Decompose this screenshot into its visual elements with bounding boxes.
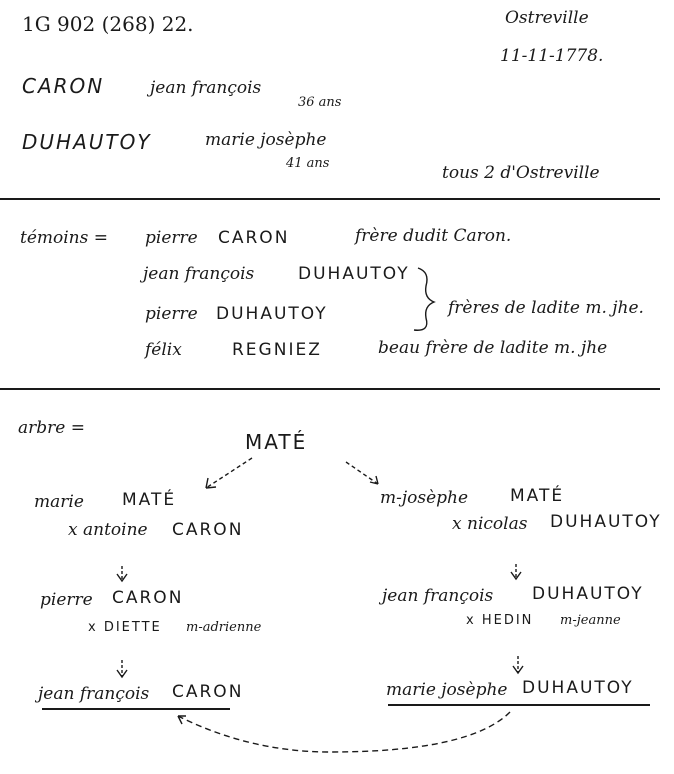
left-gen1-spouse-surname: CARON xyxy=(172,520,244,540)
marriage-date: 11-11-1778. xyxy=(500,46,604,66)
witness-2-surname: DUHAUTOY xyxy=(298,264,410,284)
groom-age: 36 ans xyxy=(298,95,342,110)
left-gen1-given: marie xyxy=(34,492,84,512)
right-gen2-given: jean françois xyxy=(382,586,494,606)
arrow-root-left xyxy=(206,458,252,488)
right-gen1-spouse-surname: DUHAUTOY xyxy=(550,512,662,532)
tree-label: arbre = xyxy=(18,418,85,438)
right-gen3-given: marie josèphe xyxy=(386,680,508,700)
witness-3-surname: DUHAUTOY xyxy=(216,304,328,324)
left-gen1-spouse-given: x antoine xyxy=(68,520,148,540)
place-name: Ostreville xyxy=(505,8,589,28)
bride-age: 41 ans xyxy=(286,156,330,171)
left-gen3-given: jean françois xyxy=(38,684,150,704)
witness-brace xyxy=(414,268,434,330)
right-gen1-given: m-josèphe xyxy=(380,488,469,508)
bride-surname: DUHAUTOY xyxy=(22,130,152,154)
left-gen2-spouse-surname: x DIETTE xyxy=(88,620,162,635)
witness-4-given: félix xyxy=(145,340,182,360)
right-gen2-surname: DUHAUTOY xyxy=(532,584,644,604)
left-gen1-surname: MATÉ xyxy=(122,490,177,510)
tree-root-ancestor: MATÉ xyxy=(245,430,308,454)
right-gen2-spouse-surname: x HEDIN xyxy=(466,613,534,628)
left-gen3-surname: CARON xyxy=(172,682,244,702)
witness-1-given: pierre xyxy=(145,228,198,248)
left-gen2-spouse-given: m-adrienne xyxy=(186,620,262,635)
right-gen2-spouse-given: m-jeanne xyxy=(560,613,621,628)
arrow-root-right xyxy=(346,462,378,484)
left-gen2-surname: CARON xyxy=(112,588,184,608)
archive-reference: 1G 902 (268) 22. xyxy=(22,12,194,36)
witness-2-3-relation: frères de ladite m. jhe. xyxy=(448,298,644,318)
right-gen1-surname: MATÉ xyxy=(510,486,565,506)
groom-given-name: jean françois xyxy=(150,78,262,98)
left-gen2-given: pierre xyxy=(40,590,93,610)
right-gen3-surname: DUHAUTOY xyxy=(522,678,634,698)
witness-1-relation: frère dudit Caron. xyxy=(355,226,512,246)
witness-2-given: jean françois xyxy=(143,264,255,284)
witness-4-surname: REGNIEZ xyxy=(232,340,322,360)
witnesses-label: témoins = xyxy=(20,228,109,248)
bride-given-name: marie josèphe xyxy=(205,130,327,150)
groom-surname: CARON xyxy=(22,74,105,98)
witness-3-given: pierre xyxy=(145,304,198,324)
witness-1-surname: CARON xyxy=(218,228,290,248)
arrow-bottom-curve xyxy=(178,712,510,752)
right-gen1-spouse-given: x nicolas xyxy=(452,514,528,534)
residence-note: tous 2 d'Ostreville xyxy=(442,163,600,183)
witness-4-relation: beau frère de ladite m. jhe xyxy=(378,338,608,358)
